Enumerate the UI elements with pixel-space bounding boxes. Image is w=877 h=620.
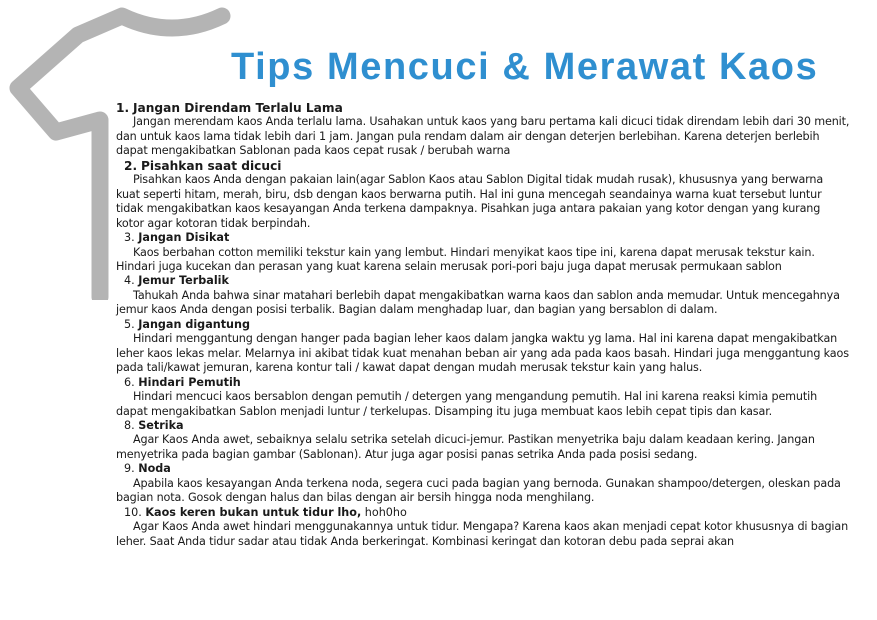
tip-line: Jangan menyetrika pada bagian gambar (Sablonan). Atur juga agar posisi panas setrika Anda pada posisi sedang. xyxy=(116,433,815,461)
tip-line: berlebih dapat mengakibatkan Sablonan pada kaos cepat rusak / berubah warna xyxy=(116,129,820,158)
tip-number: 3. xyxy=(124,231,135,245)
tip-body xyxy=(116,390,850,419)
tip-body xyxy=(116,173,850,231)
tip-line: juga menggantung kaos pada tali/kawat jemuran, karena kontur tali / kawat dapat dengan mudah merusak tekstur kain yang xyxy=(116,346,849,375)
tip-line: Kaos berbahan cotton memiliki tekstur kain yang lembut. Hindari menyikat kaos tipe ini, karena dapat merusak tekstur kain. xyxy=(133,245,815,259)
tip-heading xyxy=(116,419,850,433)
tip-line: tersebut luntur tidak mengakibatkan kaos kesayangan Anda terkena dampaknya. Pisahkan juga antara pakaian yang kotor xyxy=(116,187,822,216)
tip-title: Jangan Direndam Terlalu Lama xyxy=(133,101,343,115)
tip-line: bagian leher. Saat Anda tidur sadar atau tidak Anda berkeringat. Kombinasi keringat dan kotoran debu pada seprai akan xyxy=(116,520,849,548)
tip-number: 4. xyxy=(124,274,135,288)
tip-item xyxy=(116,231,850,274)
tip-title: Hindari Pemutih xyxy=(138,375,241,389)
tip-line: Hindari juga kucekan dan perasan yang kuat karena selain merusak pori-pori baju juga dapat merusak permukaan sablon xyxy=(116,259,782,273)
tip-line: halus. xyxy=(669,361,703,375)
tip-line: Pisahkan kaos Anda dengan pakaian lain(agar Sablon Kaos atau Sablon Digital tidak mudah rusak), khususnya yang xyxy=(133,173,768,187)
page-title: Tips Mencuci & Merawat Kaos xyxy=(231,46,819,88)
tip-line: menit, dan untuk kaos lama tidak lebih dari 1 jam. Jangan pula rendam dalam air dengan deterjen berlebihan. Karena deterjen xyxy=(116,115,850,143)
tip-title: Kaos keren bukan untuk tidur lho, xyxy=(145,505,362,519)
tip-title: Jangan Disikat xyxy=(138,231,230,245)
tip-title-suffix: hoh0ho xyxy=(361,505,407,519)
tip-title: Noda xyxy=(138,462,171,476)
tip-item xyxy=(116,318,850,376)
tip-title: Pisahkan saat dicuci xyxy=(141,158,282,173)
tip-heading xyxy=(116,159,850,173)
tip-line: Hindari menggantung dengan hanger pada bagian leher kaos dalam jangka waktu yg lama. Hal ini karena dapat xyxy=(133,332,749,346)
tip-number: 2. xyxy=(124,158,138,173)
tip-heading xyxy=(116,274,850,288)
tip-number: 10. xyxy=(124,505,142,519)
tip-item xyxy=(116,274,850,317)
tip-title: Jangan digantung xyxy=(138,317,250,331)
tip-body xyxy=(116,477,850,506)
tip-heading xyxy=(116,231,850,245)
tip-body xyxy=(116,433,850,462)
tip-body xyxy=(116,246,850,275)
tip-number: 9. xyxy=(124,462,135,476)
tip-line: Tahukah Anda bahwa sinar matahari berlebih dapat mengakibatkan warna kaos dan sablon anda memudar. Untuk xyxy=(133,288,759,302)
tip-line: dengan yang kurang kotor agar kotoran tidak berpindah. xyxy=(116,202,821,230)
tip-item xyxy=(116,101,850,159)
tip-line: oleskan pada bagian nota. Gosok dengan halus dan bilas dengan air bersih hingga noda menghilang. xyxy=(116,476,841,505)
tip-title: Setrika xyxy=(138,418,184,432)
tip-line: Apabila kaos kesayangan Anda terkena noda, segera cuci pada bagian yang bernoda. Gunakan shampoo/detergen, xyxy=(133,476,765,490)
tip-number: 5. xyxy=(124,317,135,331)
tip-item xyxy=(116,506,850,549)
tip-body xyxy=(116,289,850,318)
tip-line: kasar. xyxy=(739,404,773,418)
tip-item xyxy=(116,159,850,231)
tip-item xyxy=(116,419,850,462)
tip-heading xyxy=(116,101,850,115)
tip-number: 1. xyxy=(116,101,130,115)
tip-line: Hindari mencuci kaos bersablon dengan pemutih / detergen yang mengandung pemutih. Hal ini karena reaksi kimia xyxy=(133,390,769,404)
tips-list xyxy=(116,101,850,549)
tip-line: berwarna kuat seperti hitam, merah, biru, dsb dengan kaos berwarna putih. Hal ini guna mencegah seandainya warna kuat xyxy=(116,173,824,201)
tip-title: Jemur Terbalik xyxy=(138,274,229,288)
tip-item xyxy=(116,462,850,505)
tip-line: Agar Kaos Anda awet hindari menggunakannya untuk tidur. Mengapa? Karena kaos akan menjadi cepat kotor khususnya di xyxy=(133,520,808,534)
tip-number: 6. xyxy=(124,375,135,389)
tip-line: mengakibatkan leher kaos lekas melar. Melarnya ini akibat tidak kuat menahan beban air yang ada pada kaos basah. Hindari xyxy=(116,332,838,360)
tip-line: Jangan merendam kaos Anda terlalu lama. Usahakan untuk kaos yang baru pertama kali dicuci tidak direndam lebih dari 30 xyxy=(133,115,811,129)
tip-body xyxy=(116,332,850,375)
tip-line: pemutih dapat mengakibatkan Sablon menjadi luntur / terkelupas. Disamping itu juga membuat kaos lebih cepat tipis dan xyxy=(116,390,818,418)
tip-line: mencegahnya jemur kaos Anda dengan posisi terbalik. Bagian dalam menghadap luar, dan bagian yang bersablon di dalam. xyxy=(116,288,840,317)
tip-heading xyxy=(116,462,850,476)
tip-heading xyxy=(116,506,850,520)
tip-body xyxy=(116,115,850,158)
tip-heading xyxy=(116,376,850,390)
tip-item xyxy=(116,376,850,419)
tip-line: Agar Kaos Anda awet, sebaiknya selalu setrika setelah dicuci-jemur. Pastikan menyetrika baju dalam keadaan kering. xyxy=(133,433,774,447)
tip-number: 8. xyxy=(124,418,135,432)
tip-body xyxy=(116,520,850,549)
tip-heading xyxy=(116,318,850,332)
